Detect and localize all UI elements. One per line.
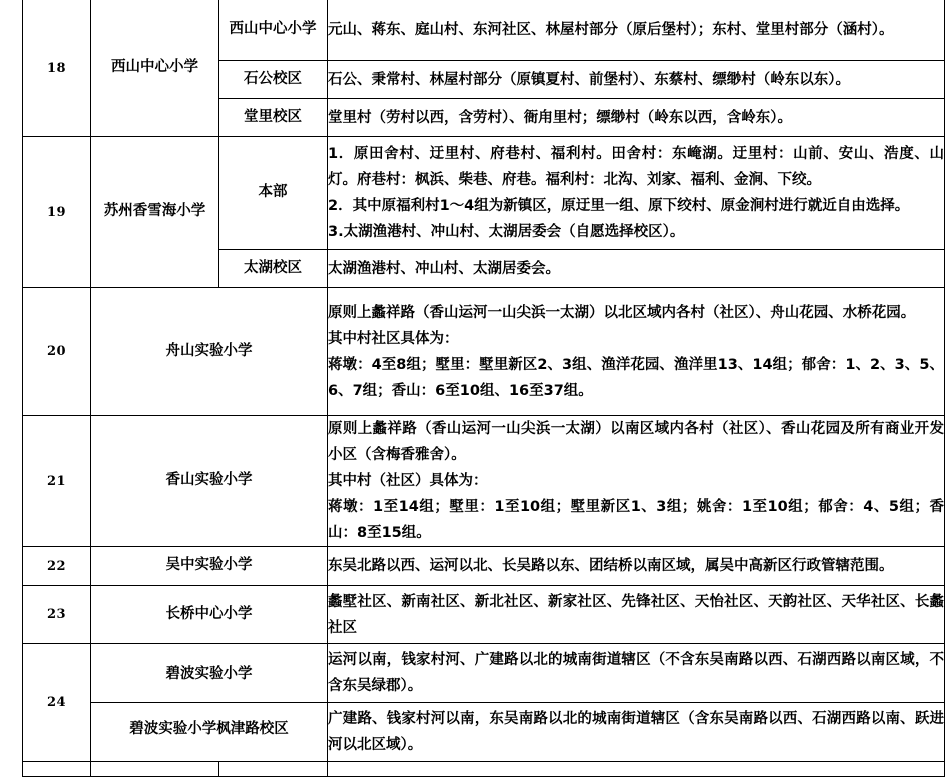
content-line: 蒋墩：4至8组；墅里：墅里新区2、3组、渔洋花园、渔洋里13、14组；郁舍：1、2、3、5、6、7组；香山：6至10组、16至37组。 <box>328 356 944 399</box>
content-line: 其中村社区具体为： <box>328 330 459 347</box>
cell-campus-clipped-bottom <box>219 762 328 777</box>
content-line: 3.太湖渔港村、冲山村、太湖居委会（自愿选择校区）。 <box>328 224 685 240</box>
content-line: 原则上蠡祥路（香山运河一山尖浜一太湖）以北区域内各村（社区）、舟山花园、水桥花园。 <box>328 304 916 321</box>
content-line: 其中村（社区）具体为： <box>328 473 488 489</box>
row-index-18: 18 <box>23 0 91 137</box>
campus-name-18-0: 西山中心小学 <box>219 0 328 61</box>
content-line: 广建路、钱家村河以南，东吴南路以北的城南街道辖区（含东吴南路以西、石湖西路以南、跃进河以北区域）。 <box>328 711 944 753</box>
content-line: 东吴北路以西、运河以北、长吴路以东、团结桥以南区域，属吴中高新区行政管辖范围。 <box>328 558 894 574</box>
content-line: 2．其中原福利村1～4组为新镇区，原迂里一组、原下绞村、原金涧村进行就近自由选择。 <box>328 198 910 214</box>
cell-school-clipped-bottom <box>91 762 219 777</box>
district-content-22 <box>328 547 945 586</box>
cell-content-clipped-bottom <box>328 762 945 777</box>
school-name-24-branch: 碧波实验小学枫津路校区 <box>129 721 289 737</box>
table-row <box>23 0 945 61</box>
campus-name-19-0: 本部 <box>219 137 328 250</box>
school-name-21: 香山实验小学 <box>91 416 328 547</box>
school-district-table <box>22 0 945 777</box>
table-row-clipped-bottom <box>23 762 945 777</box>
district-content-24-1 <box>328 703 945 762</box>
district-content-19-1 <box>328 250 945 288</box>
content-line: 1．原田舍村、迂里村、府巷村、福利村。田舍村：东崦湖。迂里村：山前、安山、浩度、山灯。府巷村：枫浜、柴巷、府巷。福利村：北沟、刘家、福利、金涧、下绞。 <box>328 146 944 188</box>
content-line: 蒋墩：1至14组；墅里：1至10组；墅里新区1、3组；姚舍：1至10组；郁舍：4、5组；香山：8至15组。 <box>328 499 944 541</box>
row-index-23: 23 <box>23 586 91 644</box>
school-name-22: 吴中实验小学 <box>91 547 328 586</box>
district-content-24-0 <box>328 644 945 703</box>
content-line: 太湖渔港村、冲山村、太湖居委会。 <box>328 260 560 277</box>
row-index-22: 22 <box>23 547 91 586</box>
content-line: 蠡墅社区、新南社区、新北社区、新家社区、先锋社区、天怡社区、天韵社区、天华社区、长蠡社区 <box>328 593 944 636</box>
campus-name-19-1: 太湖校区 <box>219 250 328 288</box>
school-name-24-main: 碧波实验小学 <box>91 648 327 703</box>
district-content-23 <box>328 586 945 644</box>
content-line: 石公、秉常村、林屋村部分（原镇夏村、前堡村）、东蔡村、缥缈村（岭东以东）。 <box>328 71 850 88</box>
district-content-18-0 <box>328 0 945 61</box>
school-name-24 <box>91 644 328 762</box>
school-name-20: 舟山实验小学 <box>91 288 328 416</box>
district-content-19-0 <box>328 137 945 250</box>
table-row <box>23 416 945 547</box>
row-index-19: 19 <box>23 137 91 288</box>
content-line: 原则上蠡祥路（香山运河一山尖浜一太湖）以南区域内各村（社区）、香山花园及所有商业开发小区（含梅香雅舍）。 <box>328 421 944 463</box>
cell-index-clipped-bottom <box>23 762 91 777</box>
row-index-21: 21 <box>23 416 91 547</box>
campus-name-18-2: 堂里校区 <box>219 99 328 137</box>
content-line: 元山、蒋东、庭山村、东河社区、林屋村部分（原后堡村）；东村、堂里村部分（涵村）。 <box>328 22 894 38</box>
school-name-18: 西山中心小学 <box>91 0 219 137</box>
table-row <box>23 137 945 250</box>
content-line: 运河以南，钱家村河、广建路以北的城南街道辖区（不含东吴南路以西、石湖西路以南区域，不含东吴绿郡）。 <box>328 652 944 694</box>
school-name-19: 苏州香雪海小学 <box>91 137 219 288</box>
table-row <box>23 288 945 416</box>
table-row <box>23 586 945 644</box>
district-content-18-2 <box>328 99 945 137</box>
school-name-23: 长桥中心小学 <box>91 586 328 644</box>
campus-name-18-1: 石公校区 <box>219 61 328 99</box>
district-content-21 <box>328 416 945 547</box>
district-content-18-1 <box>328 61 945 99</box>
row-index-20: 20 <box>23 288 91 416</box>
row-index-24: 24 <box>23 644 91 762</box>
table-row <box>23 644 945 703</box>
district-content-20 <box>328 288 945 416</box>
table-row <box>23 547 945 586</box>
content-line: 堂里村（劳村以西，含劳村）、衙甪里村；缥缈村（岭东以西，含岭东）。 <box>328 109 792 126</box>
